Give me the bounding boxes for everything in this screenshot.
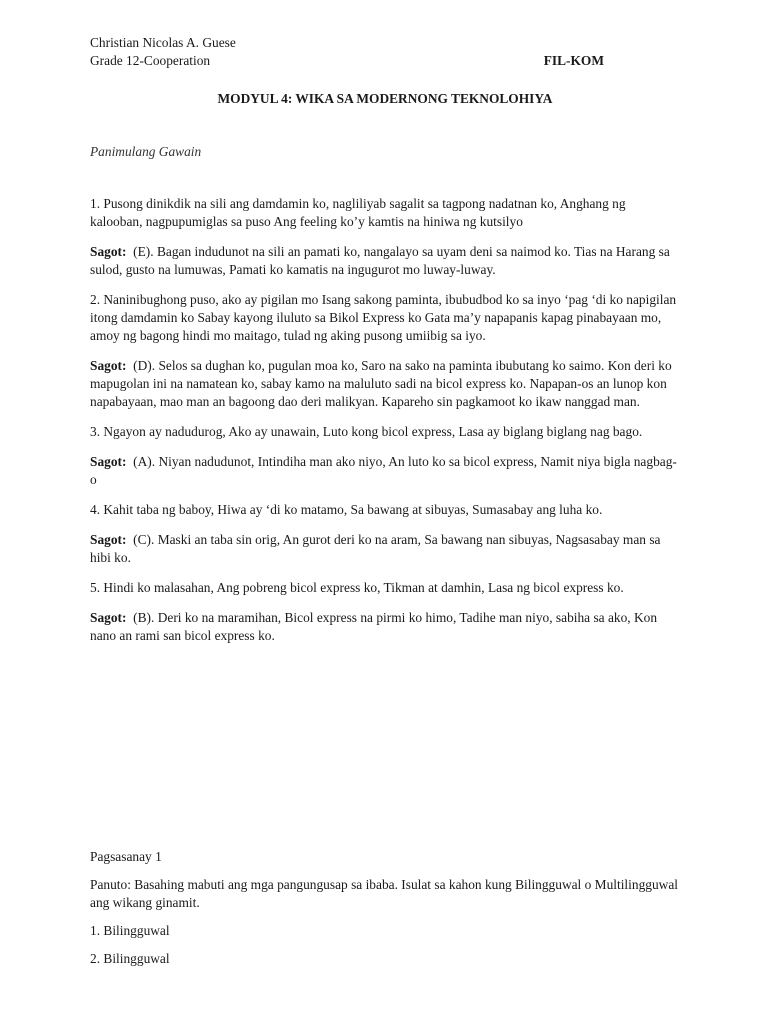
exercise-heading: Pagsasanay 1 (90, 849, 162, 864)
exercise-answer-1: 1. Bilingguwal (90, 923, 170, 938)
answer-label: Sagot: (90, 454, 127, 469)
answer-text: (D). Selos sa dughan ko, pugulan moa ko, Saro na sako na paminta ibubutang ko saimo. Kon deri ko mapugolan ini na namatean ko, sabay kamo na maluluto sadi na bicol express ko. Napapan-os an lunop kon napabayaan, mao man an bagoong dao deri malikyan. Kapareho sin pagkamoot ko ikaw nanggad man. (90, 358, 672, 409)
grade-section: Grade 12-Cooperation (90, 53, 211, 68)
answer-text: (C). Maski an taba sin orig, An gurot deri ko na aram, Sa bawang nan sibuyas, Nagsasabay man sa hibi ko. (90, 532, 661, 565)
answer-label: Sagot: (90, 244, 127, 259)
answer-label: Sagot: (90, 358, 127, 373)
author-name: Christian Nicolas A. Guese (90, 35, 236, 50)
exercise-answer-2: 2. Bilingguwal (90, 951, 170, 966)
question-1: 1. Pusong dinikdik na sili ang damdamin ko, nagliliyab sagalit sa tagpong nadatnan ko, Anghang ng kalooban, nagpupumiglas sa puso Ang feeling ko’y kamtis na hiniwa ng kutsilyo (90, 196, 626, 229)
question-2: 2. Naninibughong puso, ako ay pigilan mo Isang sakong paminta, ibubudbod ko sa inyo ‘pag ‘di ko napigilan itong damdamin ko Sabay kayong iluluto sa Bikol Express ko Gata ma’y napapanis kapag pinabayaan mo, amoy ng bagong hindi mo maitago, tulad ng aking pusong umiibig sa iyo. (90, 292, 677, 343)
answer-text: (E). Bagan indudunot na sili an pamati ko, nangalayo sa uyam deni sa naimod ko. Tias na Harang sa sulod, gusto na lumuwas, Pamati ko kamatis na ingugurot mo luway-luway. (90, 244, 670, 277)
question-5: 5. Hindi ko malasahan, Ang pobreng bicol express ko, Tikman at damhin, Lasa ng bicol express ko. (90, 580, 624, 595)
exercise-section (90, 848, 680, 978)
document-page (90, 34, 680, 657)
answer-2 (90, 357, 680, 411)
answer-5 (90, 609, 680, 645)
question-3: 3. Ngayon ay nadudurog, Ako ay unawain, Luto kong bicol express, Lasa ay biglang biglang nag bago. (90, 424, 643, 439)
answer-1 (90, 243, 680, 279)
header-line (90, 52, 680, 70)
answer-4 (90, 531, 680, 567)
answer-text: (A). Niyan nadudunot, Intindiha man ako niyo, An luto ko sa bicol express, Namit niya bigla nagbag-o (90, 454, 677, 487)
items-list (90, 195, 680, 645)
answer-text: (B). Deri ko na maramihan, Bicol express na pirmi ko himo, Tadihe man niyo, sabiha sa ako, Kon nano an rami san bicol express ko. (90, 610, 658, 643)
course-code: FIL-KOM (543, 53, 604, 68)
question-4: 4. Kahit taba ng baboy, Hiwa ay ‘di ko matamo, Sa bawang at sibuyas, Sumasabay ang luha ko. (90, 502, 603, 517)
answer-3 (90, 453, 680, 489)
answer-label: Sagot: (90, 610, 127, 625)
answer-label: Sagot: (90, 532, 127, 547)
module-title: MODYUL 4: WIKA SA MODERNONG TEKNOLOHIYA (217, 91, 553, 106)
intro-heading: Panimulang Gawain (90, 144, 202, 159)
exercise-instructions: Panuto: Basahing mabuti ang mga pangungusap sa ibaba. Isulat sa kahon kung Bilingguwal o Multilingguwal ang wikang ginamit. (90, 877, 678, 910)
